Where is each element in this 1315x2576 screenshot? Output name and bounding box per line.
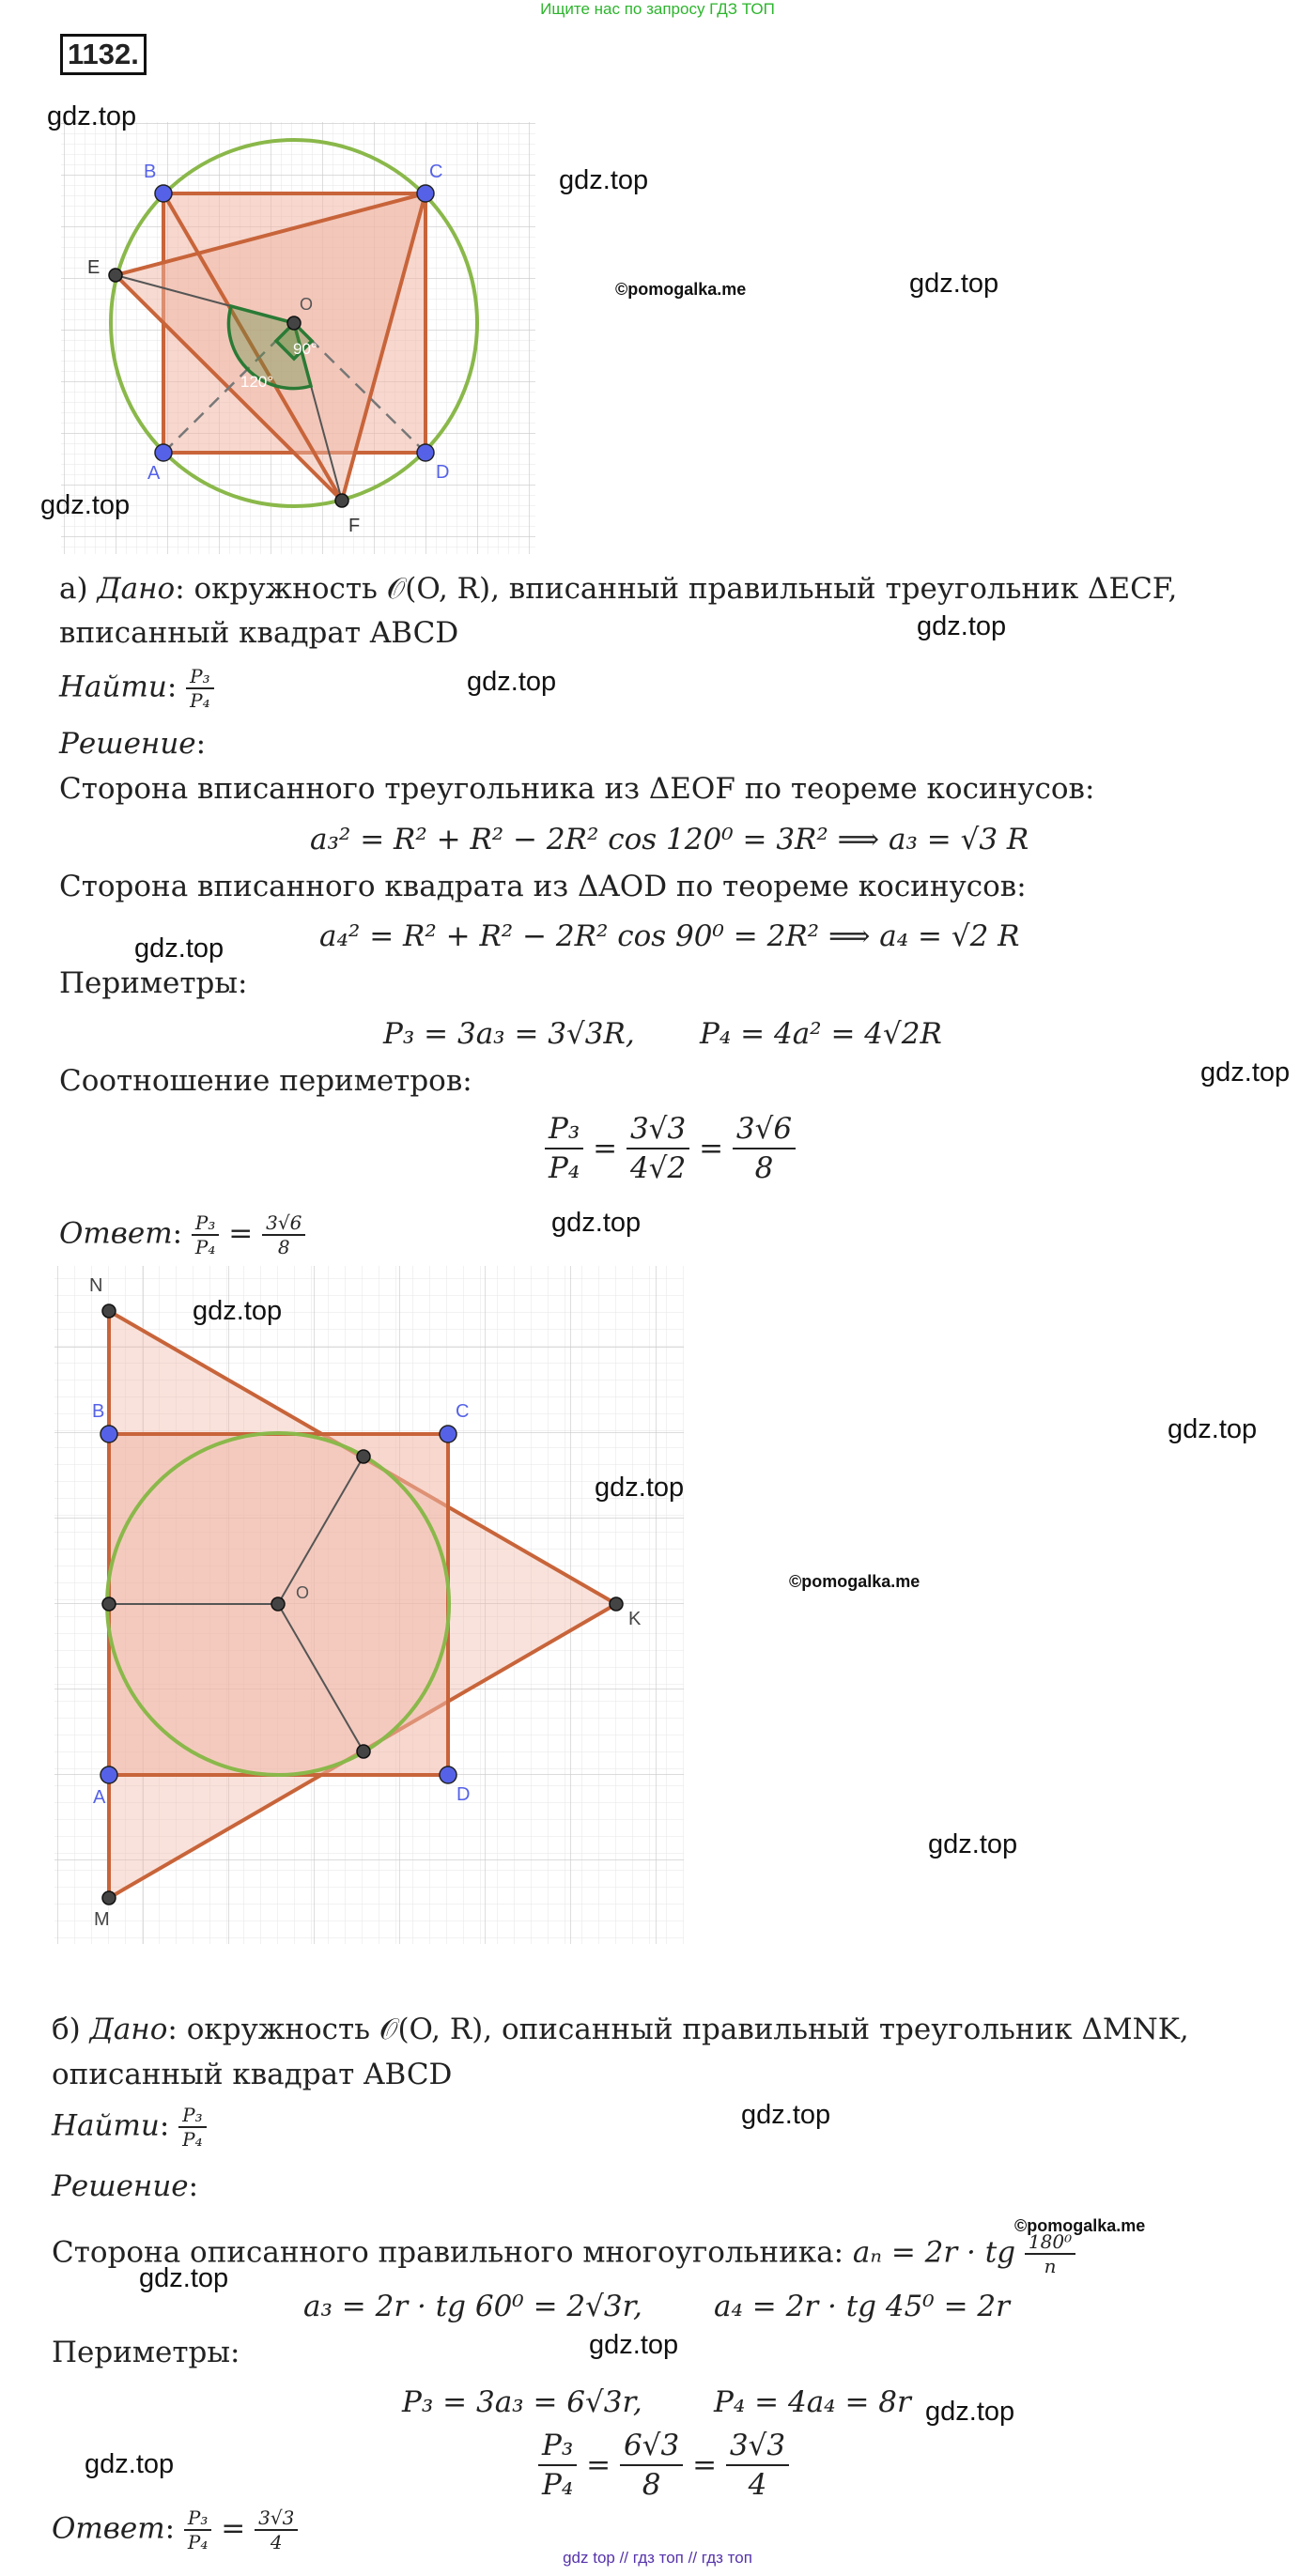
figure-circumscribed (52, 1263, 695, 1953)
angle-90-label: 90° (293, 340, 317, 358)
part-b-answer-line: Ответ: $\frac{\text{P₃}}{\text{P₄}}$ = $\frac{3√3}{4}$ (52, 2507, 298, 2553)
part-a-solution-label: Решение: (59, 727, 207, 761)
part-a-answer: Ответ: $\frac{\text{P₃}}{\text{P₄}}$ = $\frac{3√6}{8}$ (59, 1211, 305, 1258)
copyright: ©pomogalka.me (1014, 2216, 1146, 2235)
part-a-step-1: Сторона вписанного треугольника из ΔEOF по теореме косинусов: (59, 772, 1095, 806)
label-A: A (147, 463, 161, 484)
watermark: gdz.top (909, 269, 999, 299)
watermark: gdz.top (467, 667, 557, 697)
watermark: gdz.top (928, 1829, 1018, 1859)
part-a-formula-2: a₄² = R² + R² − 2R² cos 90⁰ = 2R² ⟹ a₄ = √2 R (319, 919, 1020, 953)
copyright: ©pomogalka.me (615, 280, 747, 299)
label-E: E (87, 257, 101, 278)
part-a-formula-3a: P₃ = 3a₃ = 3√3R, (383, 1017, 635, 1051)
watermark: gdz.top (1200, 1057, 1291, 1087)
label-B: B (144, 162, 157, 182)
part-a-step-3: Периметры: (59, 966, 248, 1000)
part-b-formula-1b: a₄ = 2r · tg 45⁰ = 2r (714, 2290, 1010, 2323)
watermark: gdz.top (134, 933, 224, 964)
label-C: C (429, 162, 443, 182)
part-a-ratio: $\frac{\text{P₃}}{\text{P₄}}$ = $\frac{3√3}{4√2}$ = $\frac{3√6}{8}$ (545, 1110, 796, 1187)
watermark: gdz.top (40, 490, 131, 520)
label-B: B (92, 1401, 105, 1422)
part-b-find: Найти: $\frac{\text{P₃}}{\text{P₄}}$ (52, 2104, 207, 2151)
watermark: gdz.top (595, 1473, 685, 1503)
watermark: gdz.top (47, 101, 137, 131)
label-C: C (456, 1401, 470, 1422)
label-D: D (436, 462, 450, 483)
label-A: A (93, 1787, 106, 1808)
watermark: gdz.top (139, 2263, 229, 2293)
problem-number: 1132. (60, 34, 147, 75)
label-M: M (94, 1909, 110, 1930)
part-a-formula-1: a₃² = R² + R² − 2R² cos 120⁰ = 3R² ⟹ a₃ = √3 R (310, 823, 1029, 856)
label-K: K (628, 1609, 642, 1629)
part-b-formula-2b: P₄ = 4a₄ = 8r (714, 2385, 911, 2419)
part-b-step-2: Периметры: (52, 2336, 240, 2369)
part-a-find: Найти: $\frac{\text{P₃}}{\text{P₄}}$ (59, 665, 214, 712)
label-O: O (296, 1583, 310, 1602)
part-a-formula-3b: P₄ = 4a² = 4√2R (700, 1017, 942, 1051)
part-b-step-1: Сторона описанного правильного многоугольника: aₙ = 2r · tg $\frac{\text{180⁰}}{n}$ (52, 2230, 1075, 2277)
part-a-given: а) Дано: окружность 𝒪(O, R), вписанный правильный треугольник ΔECF, (59, 572, 1178, 606)
watermark: gdz.top (551, 1208, 642, 1238)
part-b-solution-label: Решение: (52, 2169, 199, 2203)
angle-120-label: 120° (240, 373, 274, 391)
label-F: F (348, 516, 361, 536)
watermark: gdz.top (741, 2100, 831, 2130)
watermark: gdz.top (589, 2330, 679, 2360)
part-b-ratio: $\frac{\text{P₃}}{\text{P₄}}$ = $\frac{6√3}{8}$ = $\frac{3√3}{4}$ (538, 2427, 789, 2504)
part-b-formula-2a: P₃ = 3a₃ = 6√3r, (402, 2385, 642, 2419)
copyright: ©pomogalka.me (789, 1572, 920, 1591)
top-banner[interactable]: Ищите нас по запросу ГДЗ ТОП (540, 0, 775, 18)
part-a-step-4: Соотношение периметров: (59, 1064, 472, 1098)
part-a-given-2: вписанный квадрат ABCD (59, 616, 459, 650)
label-O: O (300, 295, 314, 314)
watermark: gdz.top (917, 611, 1007, 641)
watermark: gdz.top (925, 2397, 1015, 2427)
footer-links[interactable]: gdz top // гдз топ // гдз топ (563, 2549, 752, 2567)
part-a-step-2: Сторона вписанного квадрата из ΔAOD по теореме косинусов: (59, 870, 1027, 903)
watermark: gdz.top (193, 1296, 283, 1326)
watermark: gdz.top (85, 2449, 175, 2479)
part-b-given: б) Дано: окружность 𝒪(O, R), описанный правильный треугольник ΔMNK, (52, 2013, 1189, 2046)
part-b-given-2: описанный квадрат ABCD (52, 2058, 453, 2091)
label-D: D (456, 1784, 471, 1805)
watermark: gdz.top (559, 165, 649, 195)
part-b-formula-1a: a₃ = 2r · tg 60⁰ = 2√3r, (303, 2290, 642, 2323)
watermark: gdz.top (1168, 1414, 1258, 1444)
label-N: N (89, 1275, 103, 1296)
